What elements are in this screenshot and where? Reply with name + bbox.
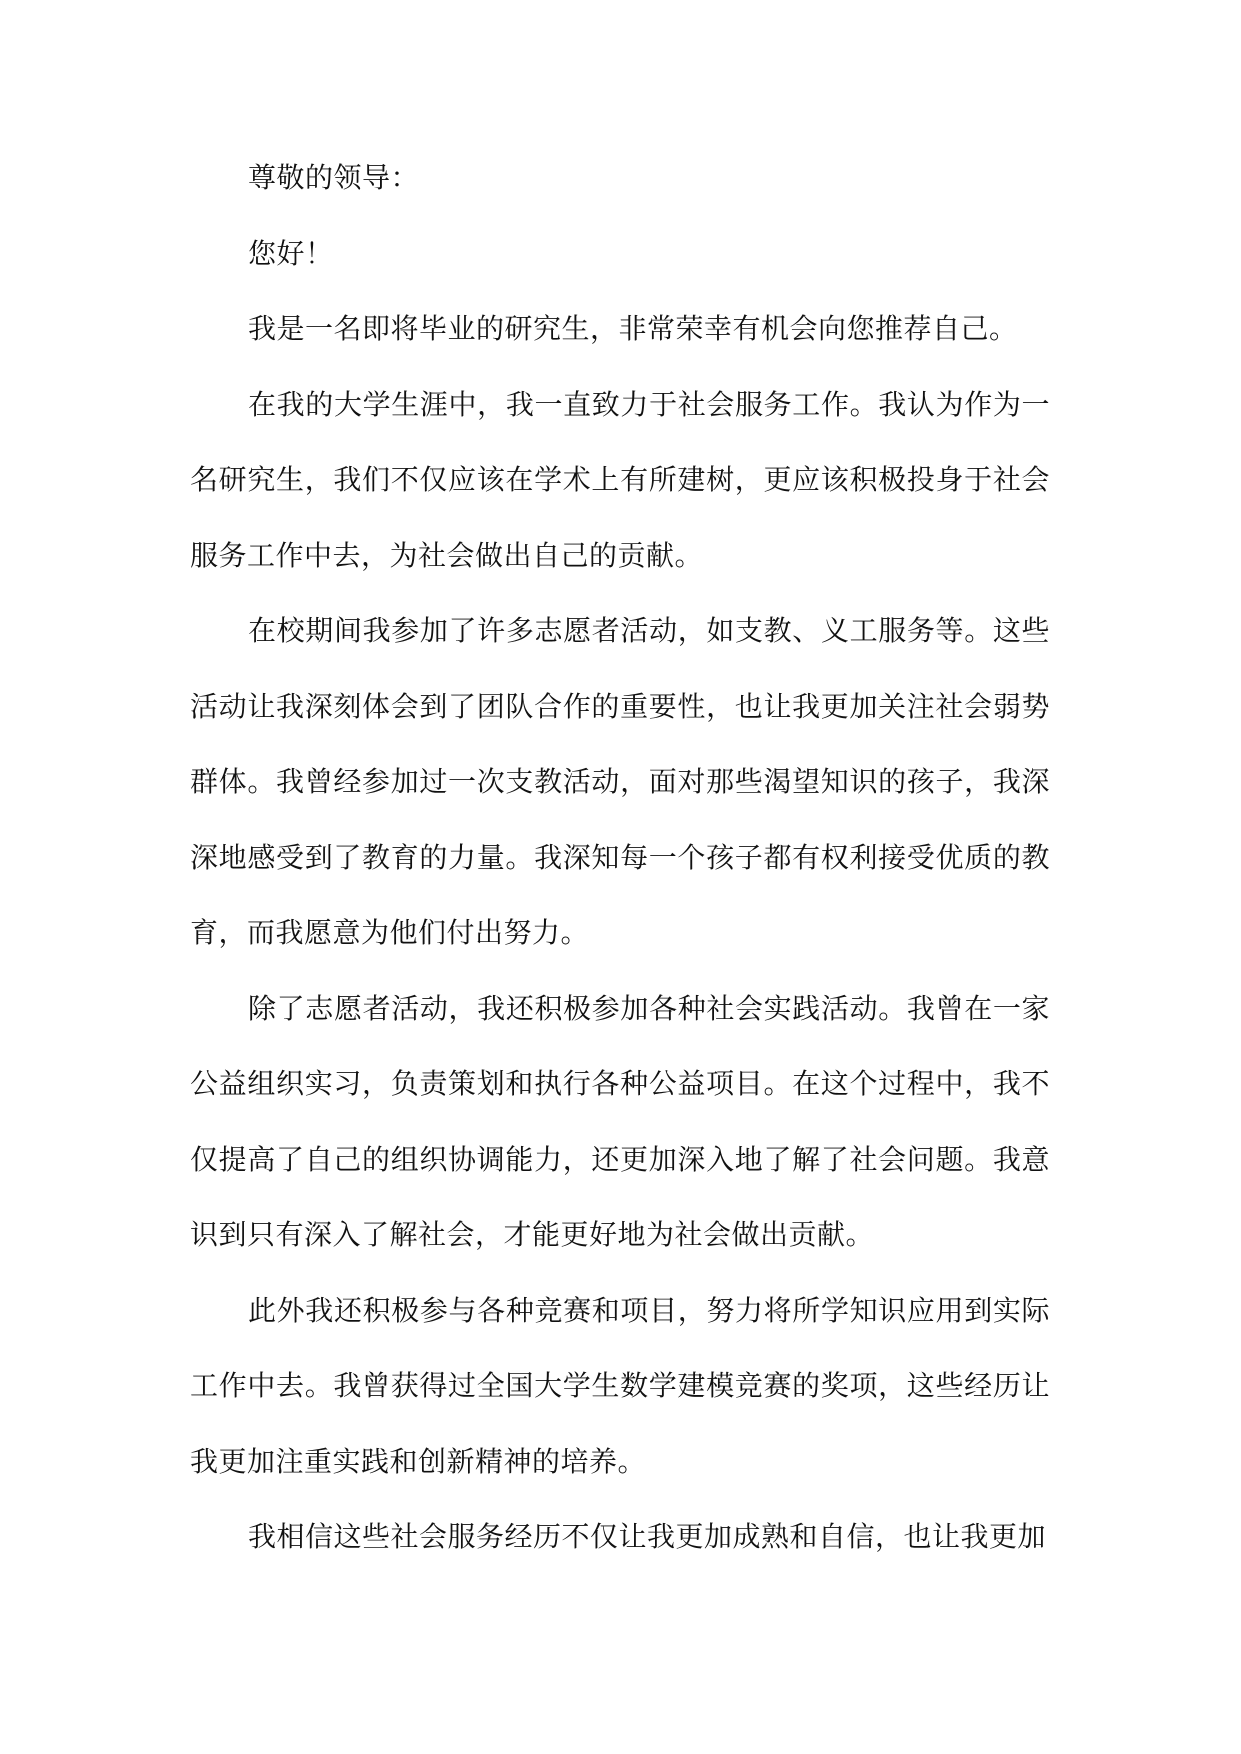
paragraph-competition: 此外我还积极参与各种竞赛和项目，努力将所学知识应用到实际工作中去。我曾获得过全国大学生数学建模竞赛的奖项，这些经历让我更加注重实践和创新精神的培养。 <box>190 1293 1050 1478</box>
salutation: 尊敬的领导： <box>248 161 420 194</box>
paragraph-conclusion: 我相信这些社会服务经历不仅让我更加成熟和自信，也让我更加 <box>248 1520 1047 1553</box>
paragraph-practice: 除了志愿者活动，我还积极参加各种社会实践活动。我曾在一家公益组织实习，负责策划和执行各种公益项目。在这个过程中，我不仅提高了自己的组织协调能力，还更加深入地了解了社会问题。我意识到只有深入了解社会，才能更好地为社会做出贡献。 <box>190 991 1050 1251</box>
greeting: 您好！ <box>248 236 334 270</box>
paragraph-intro: 我是一名即将毕业的研究生，非常荣幸有机会向您推荐自己。 <box>248 312 1018 345</box>
letter-body <box>190 140 1050 1575</box>
paragraph-volunteer: 在校期间我参加了许多志愿者活动，如支教、义工服务等。这些活动让我深刻体会到了团队合作的重要性，也让我更加关注社会弱势群体。我曾经参加过一次支教活动，面对那些渴望知识的孩子，我深深地感受到了教育的力量。我深知每一个孩子都有权利接受优质的教育，而我愿意为他们付出努力。 <box>190 614 1050 949</box>
paragraph-social-service: 在我的大学生涯中，我一直致力于社会服务工作。我认为作为一名研究生，我们不仅应该在学术上有所建树，更应该积极投身于社会服务工作中去，为社会做出自己的贡献。 <box>190 387 1050 572</box>
